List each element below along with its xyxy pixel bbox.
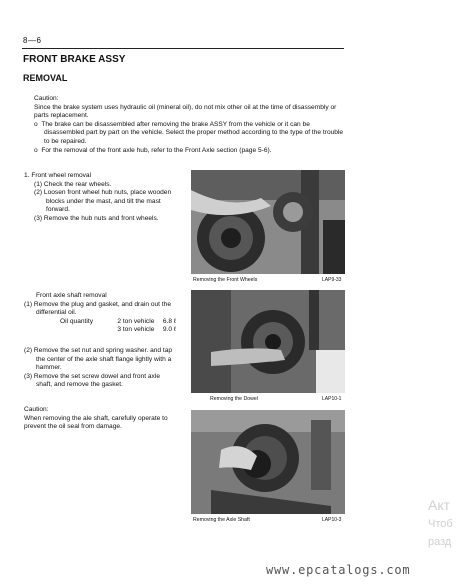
figure-caption: Removing the Axle Shaft [193,517,250,523]
caution-line: Since the brake system uses hydraulic oil (mineral oil), do not mix other oil at the time of disassembly or parts replacement. [34,103,337,120]
page-number: 8—6 [23,36,42,45]
step1-heading: 1. Front wheel removal [24,172,92,179]
step2-heading: Front axle shaft removal [36,292,107,299]
photo-front-wheels [191,170,345,274]
figure-code: LAP9-33 [322,277,342,283]
oil-quantity-row: 3 ton vehicle 9.0 ℓ [117,326,176,334]
step2-text [24,292,176,390]
step1-item: (3) Remove the hub nuts and front wheels. [34,214,159,222]
caution-item: o The brake can be disassembled after removing the brake ASSY from the vehicle or it can be disassembled part by part on the vehicle. Select the proper method according to the type of the trouble to be repaired. [34,120,344,145]
photo-dowel [191,290,345,393]
step1-item: (1) Check the rear wheels. [34,180,112,188]
footer-url[interactable]: www.epcatalogs.com [266,563,411,577]
caution-label: Caution: [34,95,59,102]
caution-bottom-label: Caution: [24,406,49,413]
step2-item: (1) Remove the plug and gasket, and drain out the differential oil. [24,300,172,317]
figure-code: LAP10-3 [322,517,342,523]
figure-caption: Removing the Front Wheels [193,277,258,283]
step1-item: (2) Loosen front wheel hub nuts, place wooden blocks under the mast, and tilt the mast forward. [34,189,172,214]
caution-bottom [24,406,174,432]
caution-top [34,95,346,155]
oil-quantity-row: Oil quantity 2 ton vehicle 6.8 ℓ [60,317,176,325]
step1-text [24,172,176,224]
caution-bottom-text: When removing the ale shaft, carefully operate to prevent the oil seal from damage. [24,414,168,431]
subsection-title: REMOVAL [23,73,68,83]
figure-code: LAP10-1 [322,396,342,402]
caution-item: o For the removal of the front axle hub, refer to the Front Axle section (page 5-6). [34,146,272,154]
step2-item: (3) Remove the set screw dowel and front axle shaft, and remove the gasket. [24,372,160,389]
step2-item: (2) Remove the set nut and spring washer. and tap the center of the axle shaft flange lightly with a hammer. [24,346,173,372]
section-title: FRONT BRAKE ASSY [23,54,126,65]
figure-caption: Removing the Dowel [210,396,258,402]
header-rule [22,48,344,49]
photo-axle-shaft [191,410,345,514]
watermark-text: Акт Чтоб разд [428,497,453,548]
